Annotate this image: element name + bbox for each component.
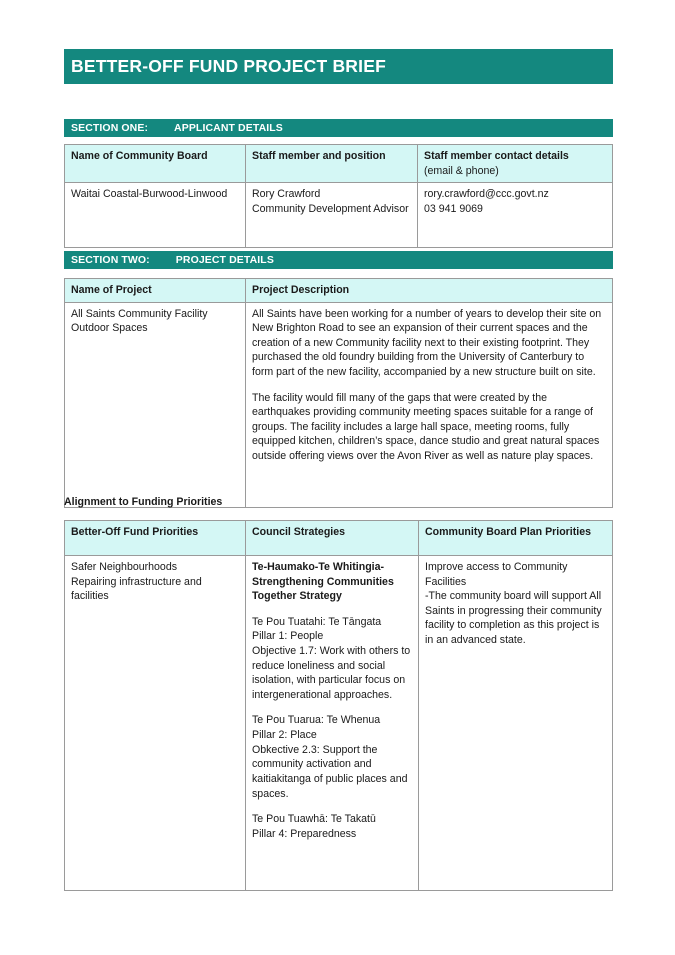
column-header-text: Name of Project [71, 284, 152, 296]
alignment-table [64, 520, 613, 891]
cell-community-board [65, 183, 246, 248]
column-header-text: Project Description [252, 284, 350, 296]
document-title-banner [64, 49, 613, 84]
contact-email-value: rory.crawford@ccc.govt.nz [424, 188, 549, 201]
section-one-banner [64, 119, 613, 137]
project-name-value: All Saints Community Facility Outdoor Spaces [71, 307, 208, 335]
table-header-row [65, 279, 613, 303]
column-header-project-name [65, 279, 246, 303]
fund-priorities-value: Safer Neighbourhoods Repairing infrastructure and facilities [71, 561, 202, 603]
project-description-paragraph: All Saints have been working for a number of years to develop their site on New Brighton Road to see an expansion of their current spaces and the creation of a new Community facility next to their existing footprint. They purchased the old foundry building from the University of Canterbury to form part of the new facility, accompanied by a new structure built on site. [252, 307, 602, 379]
cell-staff-member [246, 183, 418, 248]
board-plan-priorities-value: Improve access to Community Facilities -The community board will support All Saints in progressing their community facility to completion as this project is in an advanced state. [425, 561, 602, 647]
section-two-name: PROJECT DETAILS [175, 254, 274, 266]
column-header-text: Council Strategies [252, 526, 346, 538]
section-two-banner [64, 251, 613, 269]
alignment-caption: Alignment to Funding Priorities [64, 496, 223, 508]
table-row [65, 302, 613, 507]
project-details-table [64, 278, 613, 508]
table-row [65, 183, 613, 248]
column-header-contact-details [418, 145, 613, 183]
community-board-value: Waitai Coastal-Burwood-Linwood [71, 188, 228, 201]
section-one-name: APPLICANT DETAILS [174, 122, 283, 134]
applicant-details-table [64, 144, 613, 248]
council-strategy-block: Te Pou Tuawhā: Te Takatū Pillar 4: Preparedness [252, 813, 376, 840]
column-header-board-plan-priorities [419, 521, 613, 556]
column-header-community-board [65, 145, 246, 183]
column-header-text: Better-Off Fund Priorities [71, 526, 199, 538]
staff-member-value: Rory Crawford Community Development Advisor [252, 188, 409, 215]
cell-council-strategies [246, 556, 419, 891]
column-header-text: Staff member and position [252, 150, 386, 162]
cell-project-name [65, 302, 246, 507]
column-header-council-strategies [246, 521, 419, 556]
cell-contact-details [418, 183, 613, 248]
column-header-staff-member [246, 145, 418, 183]
section-two-label: SECTION TWO: [71, 254, 150, 266]
column-header-text: Staff member contact details [424, 150, 569, 162]
column-header-text: Community Board Plan Priorities [425, 526, 591, 538]
column-header-text: Name of Community Board [71, 150, 208, 162]
table-header-row [65, 521, 613, 556]
column-header-fund-priorities [65, 521, 246, 556]
council-strategy-heading: Te-Haumako-Te Whitingia-Strengthening Communities Together Strategy [252, 561, 394, 603]
page-title: BETTER-OFF FUND PROJECT BRIEF [71, 56, 386, 76]
table-header-row [65, 145, 613, 183]
section-one-label: SECTION ONE: [71, 122, 149, 134]
contact-phone-value: 03 941 9069 [424, 202, 483, 215]
cell-fund-priorities [65, 556, 246, 891]
project-description-paragraph: The facility would fill many of the gaps that were created by the earthquakes providing community meeting spaces suitable for a range of groups. The facility includes a large hall space, meeting rooms, fully equipped kitchen, children’s space, dance studio and great natural spaces outside offering views over the Avon River as well as nature play spaces. [252, 391, 600, 463]
column-header-project-description [246, 279, 613, 303]
cell-project-description [246, 302, 613, 507]
column-header-subtext: (email & phone) [424, 164, 499, 177]
table-row [65, 556, 613, 891]
council-strategy-block: Te Pou Tuatahi: Te Tāngata Pillar 1: People Objective 1.7: Work with others to reduce loneliness and social isolation, with particular focus on intergenerational approaches. [252, 615, 411, 701]
council-strategy-block: Te Pou Tuarua: Te Whenua Pillar 2: Place Obkective 2.3: Support the community activation and kaitiakitanga of public places and spaces. [252, 714, 408, 800]
cell-board-plan-priorities [419, 556, 613, 891]
